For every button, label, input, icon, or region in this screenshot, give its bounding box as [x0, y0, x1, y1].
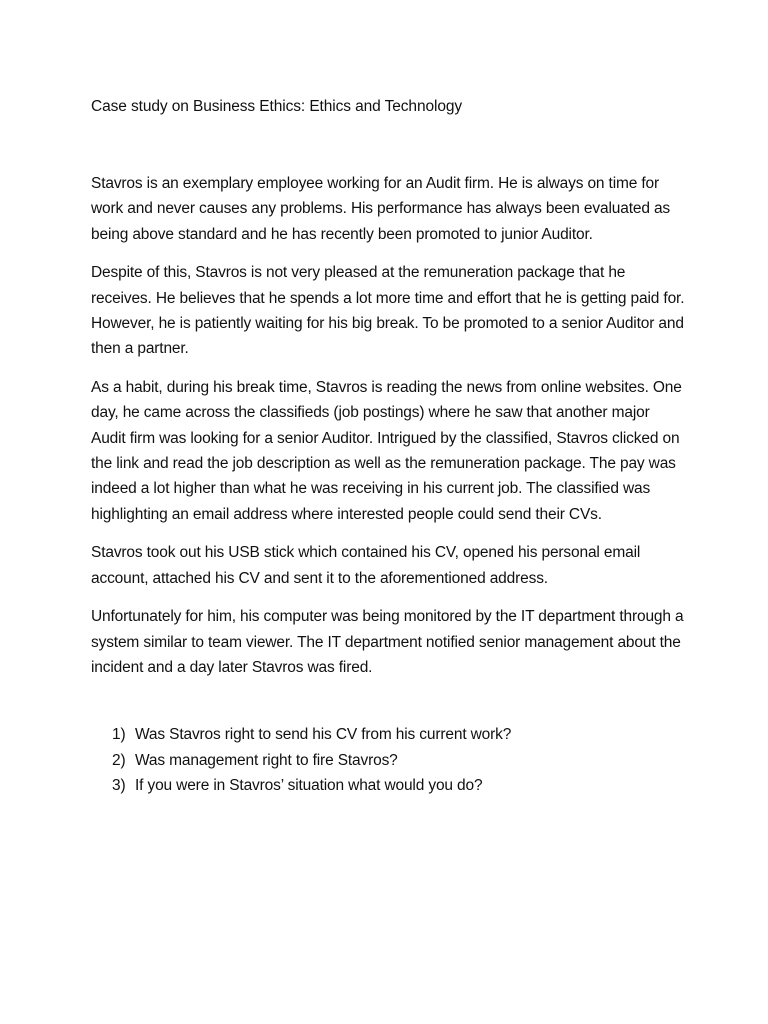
question-text: Was management right to fire Stavros? — [135, 751, 398, 769]
document-body — [91, 171, 687, 680]
question-item — [112, 722, 687, 747]
paragraph-2: Despite of this, Stavros is not very pleased at the remuneration package that he receives. He believes that he spends a lot more time and effort that he is getting paid for. However, he is patiently waiting for his big break. To be promoted to a senior Auditor and then a partner. — [91, 264, 685, 358]
document-page — [91, 94, 687, 799]
question-text: If you were in Stavros’ situation what would you do? — [135, 777, 483, 795]
question-item — [112, 773, 687, 798]
question-list — [91, 722, 687, 798]
question-item — [112, 748, 687, 773]
question-number: 1) — [112, 726, 126, 744]
document-title: Case study on Business Ethics: Ethics and Technology — [91, 98, 463, 115]
question-text: Was Stavros right to send his CV from his current work? — [135, 726, 512, 744]
paragraph-3: As a habit, during his break time, Stavros is reading the news from online websites. One day, he came across the classifieds (job postings) where he saw that another major Audit firm was looking for a senior Auditor. Intrigued by the classified, Stavros clicked on the link and read the job description as well as the remuneration package. The pay was indeed a lot higher than what he was receiving in his current job. The classified was highlighting an email address where interested people could send their CVs. — [91, 378, 682, 523]
question-number: 3) — [112, 777, 126, 795]
paragraph-1: Stavros is an exemplary employee working for an Audit firm. He is always on time for work and never causes any problems. His performance has always been evaluated as being above standard and he has recently been promoted to junior Auditor. — [91, 175, 671, 243]
paragraph-5: Unfortunately for him, his computer was being monitored by the IT department through a system similar to team viewer. The IT department notified senior management about the incident and a day later Stavros was fired. — [91, 608, 684, 676]
question-number: 2) — [112, 751, 126, 769]
paragraph-4: Stavros took out his USB stick which contained his CV, opened his personal email account, attached his CV and sent it to the aforementioned address. — [91, 544, 641, 587]
